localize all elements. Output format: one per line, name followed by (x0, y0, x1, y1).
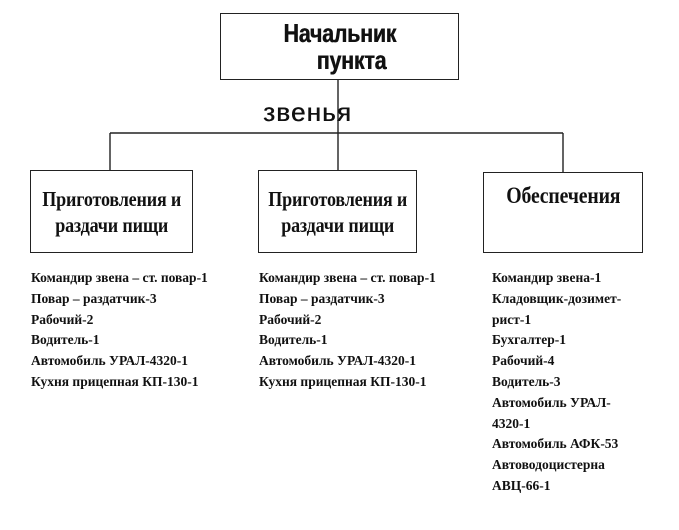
list-item: Кухня прицепная КП-130-1 (259, 373, 427, 389)
unit-3-staff-list (492, 268, 621, 497)
list-item: Командир звена-1 (492, 270, 602, 285)
list-item: Кладовщик-дозимет- (492, 290, 622, 306)
unit-2-staff-list (259, 268, 436, 393)
unit-1-title-line-2: раздачи пищи (55, 212, 168, 237)
list-item: Водитель-3 (492, 373, 561, 389)
unit-1-title-line-1: Приготовления и (42, 186, 181, 211)
list-item: Автоводоцистерна (492, 457, 605, 473)
food-preparation-unit-box-2 (258, 170, 417, 253)
units-subtitle: звенья (263, 97, 353, 127)
list-item: рист-1 (492, 311, 532, 327)
unit-2-title-line-1: Приготовления и (268, 186, 407, 211)
list-item: Автомобиль УРАЛ-4320-1 (31, 353, 189, 369)
list-item: Автомобиль УРАЛ-4320-1 (259, 353, 417, 369)
list-item: Кухня прицепная КП-130-1 (31, 373, 199, 389)
support-unit-box (483, 172, 643, 253)
head-of-point-box (220, 13, 459, 80)
list-item: Водитель-1 (259, 332, 328, 348)
list-item: АВЦ-66-1 (492, 477, 551, 493)
list-item: Рабочий-2 (31, 311, 94, 327)
list-item: Водитель-1 (31, 332, 100, 348)
list-item: Командир звена – ст. повар-1 (259, 270, 436, 285)
list-item: Рабочий-4 (492, 353, 555, 369)
list-item: Бухгалтер-1 (492, 332, 567, 348)
unit-3-title-line-1: Обеспечения (505, 183, 621, 208)
list-item: Рабочий-2 (259, 311, 322, 327)
unit-1-staff-list (31, 268, 208, 393)
list-item: Командир звена – ст. повар-1 (31, 270, 208, 285)
food-preparation-unit-box-1 (30, 170, 193, 253)
head-title-line-2: пункта (316, 44, 387, 75)
list-item: Повар – раздатчик-3 (31, 290, 157, 306)
list-item: Автомобиль АФК-53 (492, 436, 619, 452)
head-title-line-1: Начальник (283, 17, 396, 48)
unit-2-title-line-2: раздачи пищи (281, 212, 394, 237)
list-item: Повар – раздатчик-3 (259, 290, 385, 306)
list-item: 4320-1 (492, 415, 531, 431)
list-item: Автомобиль УРАЛ- (492, 394, 611, 410)
